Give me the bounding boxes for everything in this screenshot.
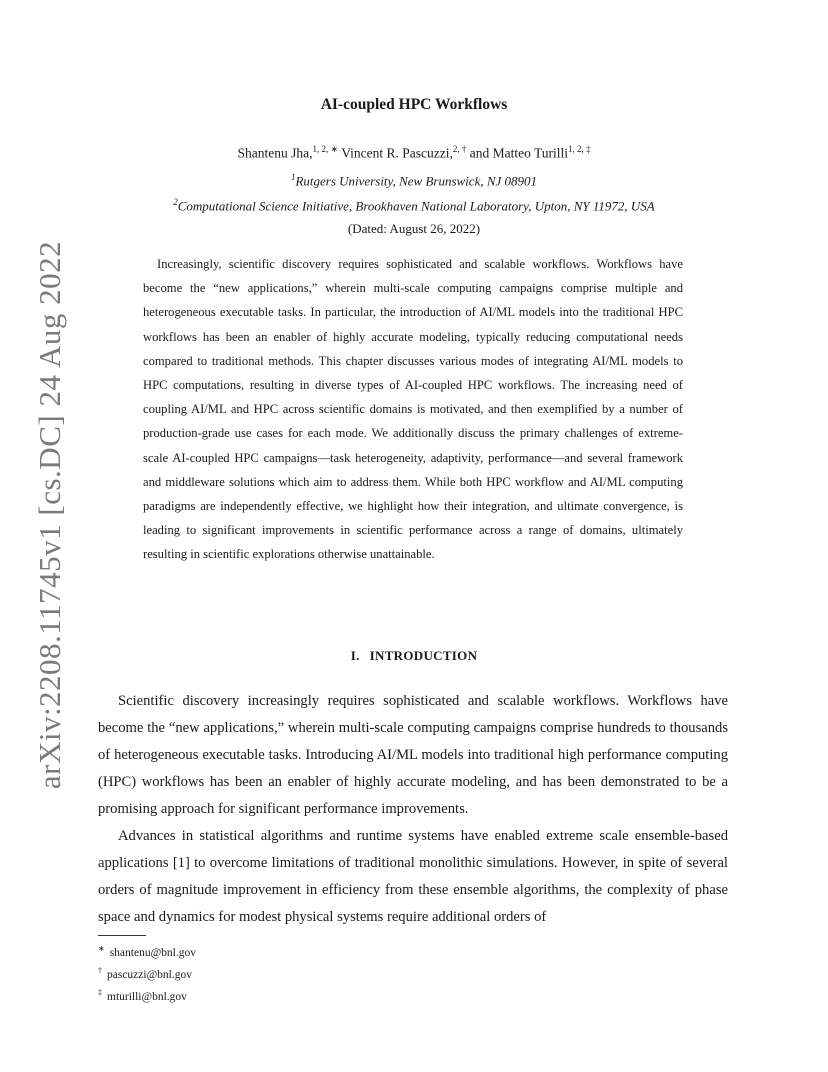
footnote	[98, 984, 196, 1006]
author-affiliation-mark: 1, 2, ∗	[312, 144, 339, 154]
paragraph: Scientific discovery increasingly requires sophisticated and scalable workflows. Workflows have become the “new applications,” wherein multi-scale computing campaigns comprise hundreds to thousands of heterogeneous executable tasks. Introducing AI/ML models into traditional high performance computing (HPC) workflows has been an enabler of highly accurate modeling, and has been demonstrated to be a promising approach for significant performance improvements.	[98, 693, 728, 817]
date-line: (Dated: August 26, 2022)	[347, 221, 481, 236]
paper-title: AI-coupled HPC Workflows	[320, 96, 508, 113]
footnote-mark: ‡	[98, 987, 102, 997]
paragraph: Advances in statistical algorithms and runtime systems have enabled extreme scale ensemble-based applications [1] to overcome limitations of traditional monolithic simulations. However, in spite of several orders of magnitude improvement in efficiency from these ensemble algorithms, the complexity of phase space and dynamics for modest physical systems require additional orders of	[98, 828, 728, 925]
footnote-email: mturilli@bnl.gov	[107, 990, 187, 1003]
footnote-mark: ∗	[98, 944, 105, 953]
author-name: Matteo Turilli	[492, 145, 568, 161]
affiliation	[0, 172, 828, 189]
footnote-email: shantenu@bnl.gov	[109, 946, 196, 959]
footnote-rule	[98, 935, 146, 936]
author-affiliation-mark: 1, 2, ‡	[568, 144, 591, 154]
footnote	[98, 940, 196, 962]
affiliation-mark: 1	[290, 172, 296, 182]
affiliation-text: Rutgers University, New Brunswick, NJ 08901	[295, 173, 538, 189]
section-title: INTRODUCTION	[369, 648, 478, 663]
author-name: Vincent R. Pascuzzi,	[341, 145, 453, 161]
author-conjunction: and	[469, 145, 490, 161]
body-text	[98, 688, 728, 931]
author-affiliation-mark: 2, †	[452, 144, 467, 154]
arxiv-identifier: arXiv:2208.11745v1 [cs.DC] 24 Aug 2022	[32, 240, 67, 790]
footnote	[98, 962, 196, 984]
author-name: Shantenu Jha,	[237, 145, 313, 161]
footnotes	[98, 940, 196, 1005]
footnote-email: pascuzzi@bnl.gov	[107, 968, 192, 981]
author-list	[0, 144, 828, 162]
footnote-mark: †	[98, 965, 102, 975]
affiliation-text: Computational Science Initiative, Brookhaven National Laboratory, Upton, NY 11972, USA	[177, 198, 655, 214]
section-number: I.	[350, 648, 360, 663]
abstract: Increasingly, scientific discovery requires sophisticated and scalable workflows. Workflows have become the “new applications,” wherein multi-scale computing campaigns comprise multiple and heterogeneous executable tasks. In particular, the introduction of AI/ML models into the traditional HPC workflows has been an enabler of highly accurate modeling, typically reducing computational needs compared to traditional methods. This chapter discusses various modes of integrating AI/ML models to HPC computations, resulting in diverse types of AI-coupled HPC workflows. The increasing need of coupling AI/ML and HPC across scientific domains is motivated, and then exemplified by a number of production-grade use cases for each mode. We additionally discuss the primary challenges of extreme-scale AI-coupled HPC campaigns—task heterogeneity, adaptivity, performance—and several framework and middleware solutions which aim to address them. While both HPC workflow and AI/ML computing paradigms are independently effective, we highlight how their integration, and ultimate convergence, is leading to significant improvements in scientific performance across a range of domains, ultimately resulting in scientific explorations otherwise unattainable.	[143, 257, 683, 562]
affiliation-mark: 2	[173, 197, 178, 207]
section-heading	[0, 648, 828, 664]
affiliation	[0, 197, 828, 214]
